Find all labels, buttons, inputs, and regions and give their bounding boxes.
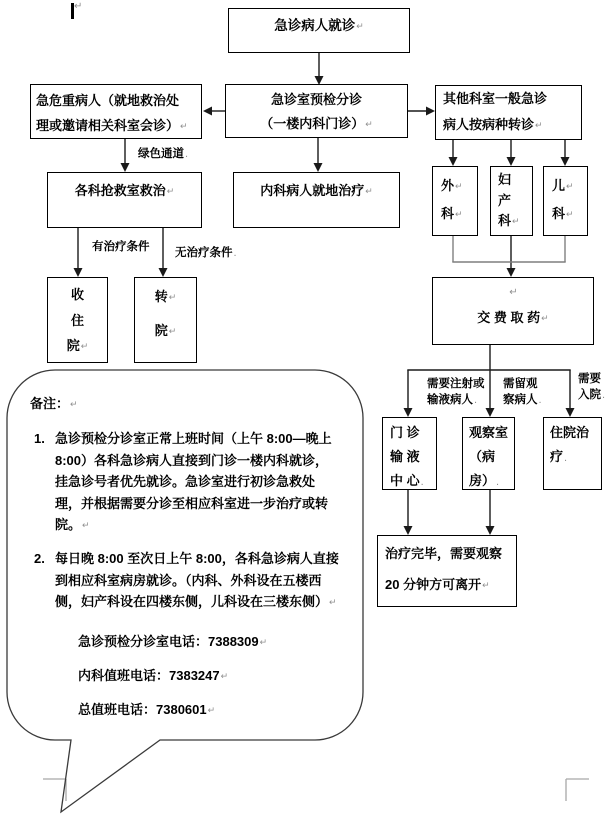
need-admission-line1 [578, 372, 605, 388]
triage-line1 [226, 88, 407, 112]
paragraph-mark: ↵ [455, 181, 463, 191]
other-text2: 病人按病种转诊 [443, 116, 535, 132]
paragraph-mark: ↵ [82, 520, 90, 530]
obgyn-text3: 科 [498, 213, 512, 228]
peds-line2 [552, 200, 587, 228]
obgyn-text2: 产 [498, 192, 512, 208]
note-item-1-l3 [55, 471, 332, 493]
peds-text2: 科 [552, 206, 566, 221]
internal-line [234, 178, 399, 204]
paragraph-mark: ↵ [220, 671, 229, 681]
critical-text2: 理或邀请相关科室会诊） [36, 118, 180, 133]
hidden-char-mark: . [564, 452, 568, 464]
note-item-2-t1: 每日晚 8:00 至次日上午 8:00，各科急诊病人直接 [55, 551, 339, 566]
paragraph-mark: ↵ [541, 313, 549, 323]
rescue-line [48, 178, 201, 204]
pay-empty-line [433, 280, 593, 305]
paragraph-mark: ↵ [482, 580, 490, 590]
internal-text: 内科病人就地治疗 [260, 183, 365, 198]
flow-node-pay[interactable] [432, 277, 594, 345]
flow-node-admission[interactable] [543, 417, 602, 490]
no-treatment-text: 无治疗条件 [175, 247, 233, 259]
page-margin-marks [43, 779, 589, 801]
paragraph-mark: ↵ [180, 121, 188, 131]
note-item-1-l2 [55, 450, 332, 472]
need-admission-text2: 入院 [578, 388, 601, 401]
note-bubble-text [30, 393, 352, 722]
hidden-char-mark: . [474, 393, 478, 406]
note-phone-triage-text: 急诊预检分诊室电话：7388309 [78, 634, 259, 649]
paragraph-mark: ↵ [365, 186, 373, 196]
need-observation-text1: 需留观 [503, 378, 538, 390]
flow-node-other-depts[interactable] [435, 85, 582, 140]
note-item-2-body [55, 548, 339, 614]
need-admission-text1: 需要 [578, 373, 601, 385]
triage-line2 [226, 112, 407, 136]
paragraph-mark: ↵ [207, 705, 216, 715]
need-observation-line2 [503, 393, 542, 409]
obgyn-line1 [498, 170, 532, 191]
other-text1: 其他科室一般急诊 [443, 91, 548, 106]
observation-line1 [469, 421, 514, 445]
pay-text: 交 费 取 药 [477, 310, 541, 325]
admit-hospital-text2: 住 [70, 312, 84, 328]
note-item-1-t1: 急诊预检分诊室正常上班时间（上午 8:00—晚上 [55, 431, 332, 446]
observation-text3: 房） [469, 473, 496, 488]
need-injection-line2 [427, 393, 485, 409]
edge-label-has-treatment [92, 240, 150, 256]
observation-line2 [469, 445, 514, 469]
done-line1 [385, 538, 516, 569]
flow-node-obgyn[interactable] [490, 166, 533, 236]
edge-label-need-injection [427, 377, 485, 408]
hidden-char-mark: . [420, 476, 424, 488]
paragraph-mark: ↵ [80, 341, 89, 351]
obgyn-text1: 妇 [498, 172, 512, 187]
need-injection-line1 [427, 377, 485, 393]
paragraph-mark: ↵ [168, 292, 177, 302]
admission-text1: 住院治 [550, 425, 590, 440]
flow-node-admit-hospital[interactable] [47, 277, 108, 363]
flow-connectors-gray-merge [452, 236, 565, 262]
admission-text2: 疗 [550, 449, 564, 464]
edge-label-need-observation [503, 377, 542, 408]
paragraph-mark: ↵ [509, 287, 518, 298]
transfer-line1 [135, 280, 196, 314]
infusion-line1 [390, 421, 436, 445]
flow-node-transfer[interactable] [134, 277, 197, 363]
note-item-2-t2: 到相应科室病房就诊。（内科、外科设在五楼西 [55, 572, 322, 588]
hidden-char-mark: . [233, 247, 237, 259]
done-text1: 治疗完毕，需要观察 [385, 546, 503, 561]
peds-line1 [552, 172, 587, 200]
transfer-text1: 转 [154, 289, 168, 304]
admit-hospital-text1: 收 [70, 287, 84, 302]
paragraph-mark: ↵ [259, 637, 268, 647]
flow-node-observation[interactable] [462, 417, 515, 490]
surgery-line1 [441, 172, 477, 200]
other-line2 [443, 112, 581, 139]
note-item-1-l4 [55, 493, 332, 515]
need-observation-line1 [503, 377, 542, 393]
note-title [30, 393, 352, 416]
transfer-text2: 院 [154, 323, 168, 338]
note-item-1-t3: 挂急诊号者优先就诊。急诊室进行初诊急救处 [55, 474, 316, 489]
flow-node-triage[interactable] [225, 84, 408, 138]
need-injection-text1: 需要注射或 [427, 378, 485, 390]
note-title-text: 备注： [30, 396, 70, 411]
edge-label-green-channel [138, 147, 188, 163]
surgery-text2: 科 [441, 206, 455, 221]
infusion-line3 [390, 469, 436, 494]
paragraph-mark: ↵ [168, 326, 177, 336]
note-item-1-t2: 8:00）各科急诊病人直接到门诊一楼内科就诊， [55, 452, 329, 468]
obgyn-line3 [498, 211, 532, 232]
critical-line1 [36, 88, 201, 113]
note-phone-general [30, 699, 352, 722]
note-item-1-l1 [55, 428, 332, 450]
start-label: 急诊病人就诊 [274, 18, 356, 33]
triage-text2: （一楼内科门诊） [260, 116, 365, 131]
peds-text1: 儿 [552, 178, 566, 193]
note-phone-internal [30, 665, 352, 688]
paragraph-mark: ↵ [566, 181, 574, 191]
admission-line2 [550, 445, 601, 470]
critical-line2 [36, 113, 201, 139]
flow-node-rescue[interactable] [47, 172, 202, 228]
note-item-1-l5 [55, 514, 332, 537]
note-item-1-body [55, 428, 332, 537]
done-text2: 20 分钟方可离开 [385, 577, 482, 592]
surgery-line2 [441, 200, 477, 228]
rescue-text: 各科抢救室救治 [74, 183, 166, 198]
other-line1 [443, 86, 581, 112]
transfer-line2 [135, 314, 196, 348]
admit-hospital-line3 [48, 333, 107, 360]
paragraph-mark: ↵ [566, 209, 574, 219]
edge-label-no-treatment [175, 246, 237, 262]
note-item-2 [30, 548, 352, 614]
note-item-1 [30, 428, 352, 537]
done-line2 [385, 569, 516, 601]
observation-text2: （病 [469, 449, 496, 464]
note-item-1-t4: 理，并根据需要分诊至相应科室进一步治疗或转 [55, 495, 329, 511]
triage-text1: 急诊室预检分诊 [270, 92, 362, 107]
green-channel-text: 绿色通道 [138, 148, 184, 160]
hidden-char-mark: . [185, 148, 189, 160]
observation-line3 [469, 469, 514, 494]
need-observation-text2: 察病人 [503, 393, 538, 406]
flow-node-critical[interactable] [30, 84, 202, 139]
infusion-text3: 中 心 [390, 473, 420, 488]
flow-node-start[interactable] [228, 8, 410, 53]
paragraph-mark: ↵ [455, 209, 463, 219]
infusion-text2: 输 液 [390, 449, 420, 464]
obgyn-line2 [498, 191, 532, 212]
has-treatment-text: 有治疗条件 [92, 241, 150, 253]
admit-hospital-line1 [48, 282, 107, 308]
need-injection-text2: 输液病人 [427, 393, 473, 406]
flow-node-infusion[interactable] [382, 417, 437, 490]
hidden-char-mark: . [496, 476, 500, 488]
paragraph-mark: ↵ [329, 597, 337, 607]
note-item-1-number: 1. [34, 431, 45, 446]
hidden-char-mark: . [538, 393, 542, 406]
flow-node-internal[interactable] [233, 172, 400, 228]
paragraph-mark: ↵ [512, 216, 520, 226]
note-phone-triage [30, 631, 352, 654]
paragraph-mark: ↵ [70, 399, 78, 409]
note-item-2-l2 [55, 570, 339, 592]
pay-line [433, 305, 593, 331]
note-phone-internal-text: 内科值班电话：7383247 [78, 668, 220, 683]
paragraph-mark: ↵ [365, 119, 373, 129]
surgery-text1: 外 [441, 178, 455, 193]
admission-line1 [550, 421, 601, 445]
observation-text1: 观察室 [469, 425, 509, 440]
paragraph-mark: ↵ [166, 186, 175, 196]
admit-hospital-text3: 院 [66, 338, 80, 353]
flow-node-surgery[interactable] [432, 166, 478, 236]
note-phone-general-text: 总值班电话：7380601 [78, 702, 207, 717]
critical-text1: 急危重病人（就地救治处 [36, 93, 180, 108]
note-item-2-l1 [55, 548, 339, 570]
infusion-line2 [390, 445, 436, 469]
note-item-2-l3 [55, 591, 339, 614]
infusion-text1: 门 诊 [390, 425, 420, 440]
flow-node-done[interactable] [377, 535, 517, 607]
note-item-1-t5: 院。 [55, 517, 82, 532]
flow-node-peds[interactable] [543, 166, 588, 236]
paragraph-mark: ↵ [356, 21, 364, 31]
paragraph-mark: ↵ [74, 1, 83, 12]
need-admission-line2 [578, 388, 605, 404]
flow-node-start-line [229, 18, 409, 34]
edge-label-need-admission [578, 372, 605, 403]
note-item-2-number: 2. [34, 551, 45, 566]
hidden-char-mark: . [602, 388, 606, 401]
admit-hospital-line2 [48, 308, 107, 334]
paragraph-mark: ↵ [535, 119, 543, 130]
note-item-2-t3: 侧，妇产科设在四楼东侧，儿科设在三楼东侧） [55, 594, 329, 609]
